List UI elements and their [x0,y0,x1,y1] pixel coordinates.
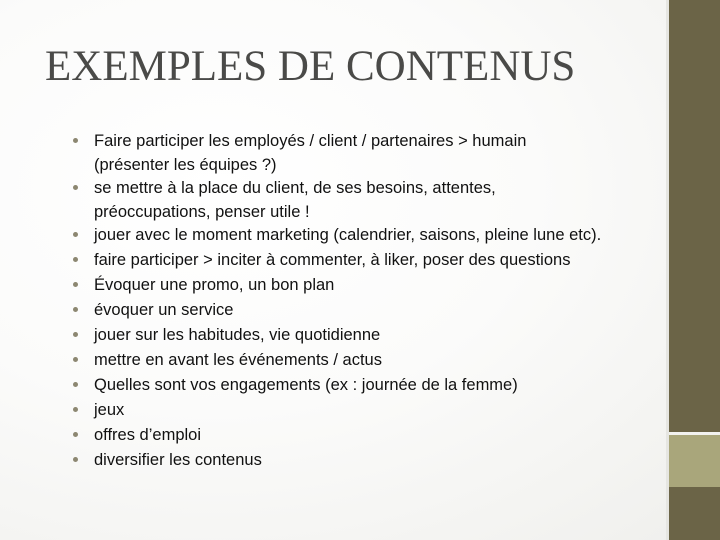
bullet-text: diversifier les contenus [94,451,262,469]
bullet-list [73,129,653,473]
bullet-text: jouer sur les habitudes, vie quotidienne [94,326,381,344]
bullet-item [73,298,653,323]
bullet-item [73,223,653,248]
rail-accent-block [669,435,720,487]
bullet-dot-icon [73,457,78,462]
bullet-dot-icon [73,407,78,412]
bullet-item [73,129,653,176]
bullet-dot-icon [73,185,78,190]
bullet-dot-icon [73,232,78,237]
bullet-text: Faire participer les employés / client / partenaires > humain [94,132,527,150]
bullet-dot-icon [73,257,78,262]
bullet-dot-icon [73,332,78,337]
bullet-text: se mettre à la place du client, de ses besoins, attentes, [94,179,496,197]
decorative-side-rail [666,0,720,540]
slide-title: EXEMPLES DE CONTENUS [45,43,576,90]
bullet-dot-icon [73,138,78,143]
bullet-text: Quelles sont vos engagements (ex : journée de la femme) [94,376,518,394]
bullet-text: offres d’emploi [94,426,202,444]
bullet-text: mettre en avant les événements / actus [94,351,382,369]
bullet-item [73,176,653,223]
bullet-item [73,448,653,473]
bullet-text-continued: (présenter les équipes ?) [94,156,277,174]
rail-dark-block [669,0,720,432]
bullet-dot-icon [73,357,78,362]
bullet-item [73,323,653,348]
bullet-item [73,398,653,423]
bullet-dot-icon [73,307,78,312]
bullet-item [73,348,653,373]
bullet-item [73,373,653,398]
bullet-item [73,423,653,448]
bullet-text: Évoquer une promo, un bon plan [94,276,335,294]
bullet-text: faire participer > inciter à commenter, à liker, poser des questions [94,251,571,269]
bullet-dot-icon [73,282,78,287]
bullet-text-continued: préoccupations, penser utile ! [94,203,310,221]
bullet-item [73,273,653,298]
bullet-text: évoquer un service [94,301,234,319]
bullet-text: jouer avec le moment marketing (calendrier, saisons, pleine lune etc). [94,226,602,244]
bullet-dot-icon [73,432,78,437]
bullet-dot-icon [73,382,78,387]
rail-dark-block-bottom [669,487,720,540]
bullet-item [73,248,653,273]
bullet-text: jeux [94,401,125,419]
